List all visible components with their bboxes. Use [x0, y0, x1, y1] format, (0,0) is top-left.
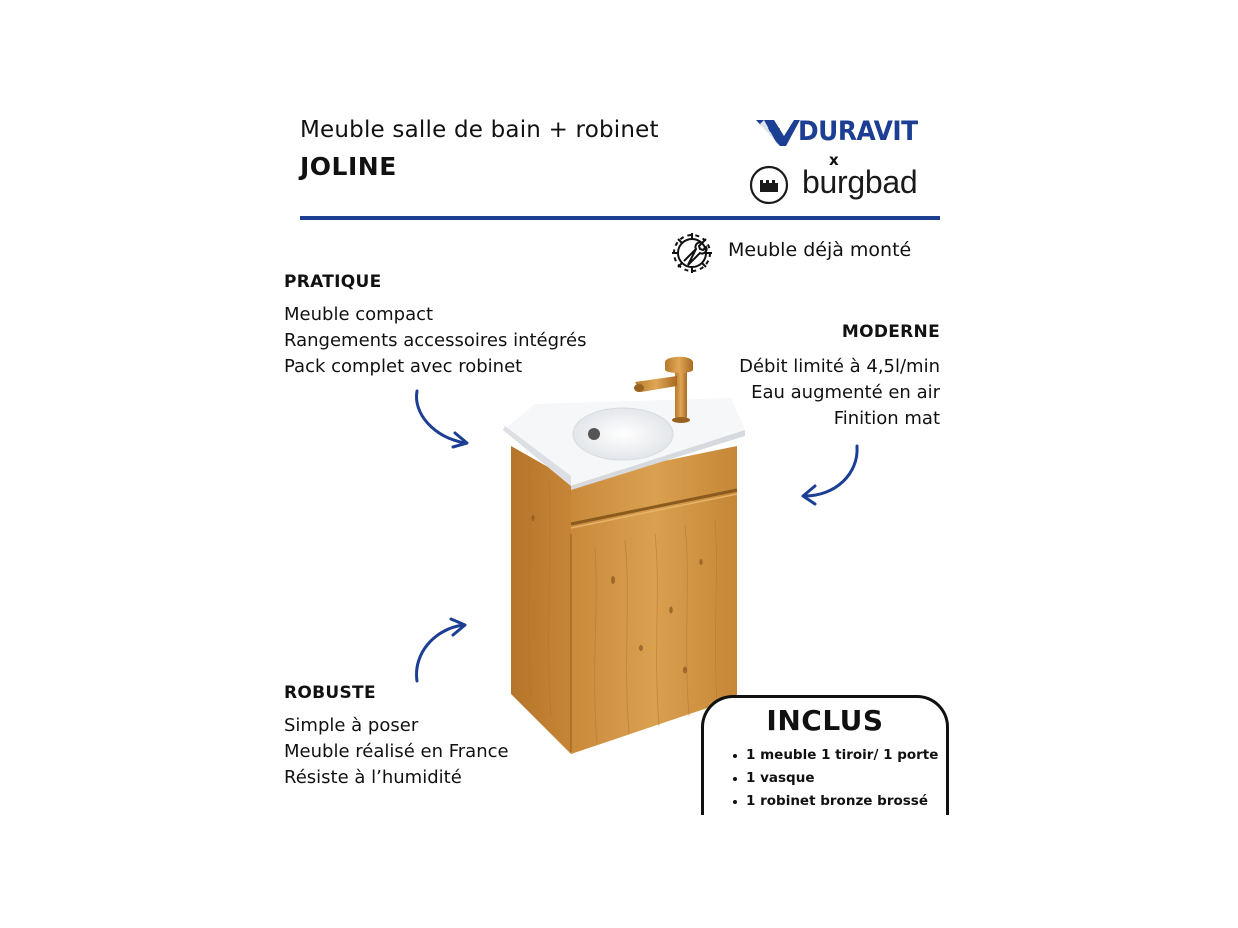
robuste-heading: ROBUSTE — [284, 683, 376, 703]
arrow-pratique-icon — [405, 385, 477, 455]
list-item: 1 robinet bronze brossé — [746, 790, 938, 813]
vanity-cabinet-illustration — [495, 348, 750, 758]
list-item: Rangements accessoires intégrés — [284, 330, 587, 351]
moderne-list — [739, 354, 940, 432]
list-item: Eau augmenté en air — [751, 382, 940, 403]
gear-wrench-icon — [668, 229, 716, 277]
moderne-heading: MODERNE — [841, 322, 940, 342]
list-item: 1 meuble 1 tiroir/ 1 porte — [746, 744, 938, 767]
list-item: Meuble compact — [284, 304, 434, 325]
burgbad-castle-icon — [748, 164, 790, 206]
robuste-list — [284, 713, 509, 791]
product-subtitle: Meuble salle de bain + robinet — [300, 117, 659, 143]
arrow-robuste-icon — [405, 615, 475, 689]
header-divider — [300, 216, 940, 220]
list-item: Meuble réalisé en France — [284, 741, 509, 762]
inclus-list — [746, 744, 938, 813]
list-item: Pack complet avec robinet — [284, 356, 523, 377]
brand-separator: x — [829, 151, 839, 169]
arrow-moderne-icon — [795, 440, 867, 506]
assembled-badge — [668, 229, 948, 275]
inclus-title: INCLUS — [766, 704, 884, 737]
list-item: Simple à poser — [284, 715, 419, 736]
list-item: Débit limité à 4,5l/min — [739, 356, 940, 377]
list-item: Finition mat — [833, 408, 940, 429]
list-item: Résiste à l’humidité — [284, 767, 462, 788]
burgbad-wordmark: burgbad — [802, 164, 918, 200]
list-item: 1 vasque — [746, 767, 938, 790]
product-title: JOLINE — [300, 152, 397, 181]
duravit-wordmark: DURAVIT — [798, 116, 918, 147]
assembled-label: Meuble déjà monté — [728, 239, 912, 261]
duravit-logo — [754, 114, 918, 152]
pratique-heading: PRATIQUE — [284, 272, 382, 292]
burgbad-logo — [748, 164, 928, 206]
duravit-logo-icon — [754, 114, 802, 152]
inclus-box — [701, 695, 949, 815]
